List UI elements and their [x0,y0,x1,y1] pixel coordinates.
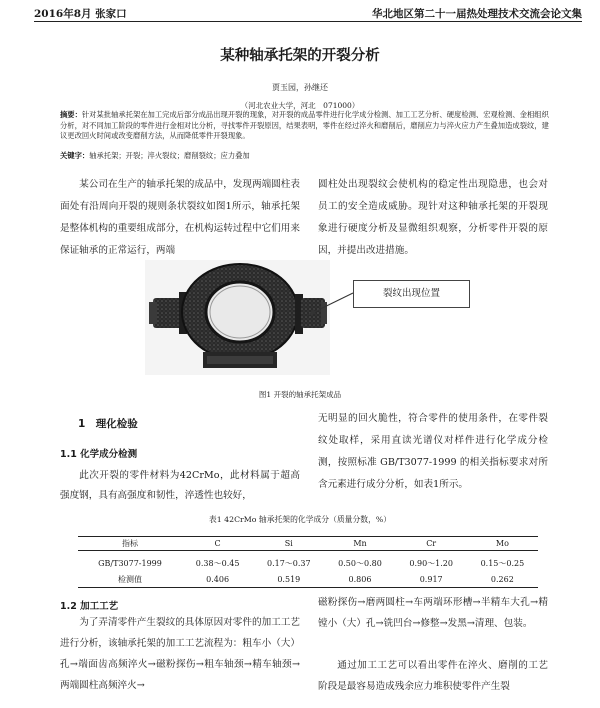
authors: 贾玉园，孙继还 [272,83,328,92]
section12-right-text-1: 磁粉探伤→磨两圆柱→车两端环形槽→半精车大孔→精镗小（大）孔→铣凹台→修整→发黑→清理、包装。 [318,597,548,629]
table-cell: 0.519 [253,571,324,588]
abstract-label: 摘要： [60,110,82,119]
table-header: Mo [467,537,538,551]
affiliation: （河北农业大学，河北 071000） [240,101,360,110]
table-header: C [182,537,253,551]
callout-arrow [300,285,360,325]
section12-left-text: 为了弄清零件产生裂纹的具体原因对零件的加工工艺进行分析，该轴承托架的加工工艺流程为：粗车小（大）孔→端面齿高频淬火→磁粉探伤→粗车轴颈→精车轴颈→两端圆柱高频淬火→ [60,617,300,691]
paper-title: 某种轴承托架的开裂分析 [220,48,380,64]
table-header: Mn [324,537,395,551]
table-header: 指标 [78,537,182,551]
table-cell: 0.262 [467,571,538,588]
table-cell: 检测值 [78,571,182,588]
table-cell: GB/T3077-1999 [98,558,162,568]
figure-caption: 图1 开裂的轴承托架成品 [258,390,342,399]
keywords-text: 轴承托架；开裂；淬火裂纹；磨削裂纹；应力叠加 [89,151,250,160]
subsection-heading-1-2: 1.2 加工工艺 [60,601,119,612]
header-rule [34,21,582,22]
running-header [34,6,582,22]
table-cell: 0.17～0.37 [266,558,311,568]
section-heading: 1 理化检验 [78,418,138,430]
table-row [78,551,538,572]
intro-left: 某公司在生产的轴承托架的成品中，发现两端圆柱表面处有沿周向开裂的规则条状裂纹如图1所示，轴承托架是整体机构的重要组成部分，在机构运转过程中它们用来保证轴承的正常运行，两端 [60,179,300,256]
table-cell: 0.406 [182,571,253,588]
section1-left-text: 此次开裂的零件材料为42CrMo，此材料属于超高强度钢，具有高强度和韧性，淬透性也较好， [60,470,300,501]
table-header: Cr [396,537,467,551]
table-cell: 0.50～0.80 [338,558,382,568]
abstract [60,110,552,142]
table-caption: 表1 42CrMo 轴承托架的化学成分（质量分数，%） [208,515,392,524]
table-header-row [78,537,538,551]
intro-right: 圆柱处出现裂纹会使机构的稳定性出现隐患，也会对员工的安全造成威胁。现针对这种轴承托架的开裂现象进行硬度分析及显微组织观察，分析零件开裂的原因，并提出改进措施。 [318,179,548,256]
table-row [78,571,538,588]
table-cell: 0.806 [324,571,395,588]
keywords [60,151,552,161]
header-right: 华北地区第二十一届热处理技术交流会论文集 [372,8,582,20]
keywords-label: 关键字： [60,151,90,160]
crack-location-callout: 裂纹出现位置 [353,280,470,308]
table-cell: 0.38～0.45 [195,558,240,568]
abstract-text: 针对某批轴承托架在加工完成后部分成品出现开裂的现象，对开裂的成品零件进行化学成分检测、加工工艺分析、硬度检测、宏观检测、金相组织分析，对不同加工阶段的零件进行金相对比分析，寻找零件开裂原因，结果表明，零件在经过淬火和磨削后，磨削应力与淬火应力产生叠加造成裂纹，建议更改回火时间或改变磨削方法，从而降低零件开裂现象。 [60,110,549,140]
section1-right-text: 无明显的回火脆性，符合零件的使用条件，在零件裂纹处取样，采用直读光谱仪对样件进行化学成分检测，按照标准 GB/T3077-1999 的相关指标要求对所含元素进行成分分析，如表1所示。 [318,413,548,490]
table-cell: 0.15～0.25 [480,558,525,568]
chemical-composition-table [78,536,538,588]
subsection-heading-1-1: 1.1 化学成分检测 [60,449,138,460]
header-left: 2016年8月 张家口 [34,8,127,20]
table-cell: 0.917 [396,571,467,588]
table-header: Si [253,537,324,551]
table-cell: 0.90～1.20 [409,558,453,568]
section12-right-text-2: 通过加工工艺可以看出零件在淬火、磨削的工艺阶段是最容易造成残余应力堆积使零件产生裂 [318,660,548,692]
